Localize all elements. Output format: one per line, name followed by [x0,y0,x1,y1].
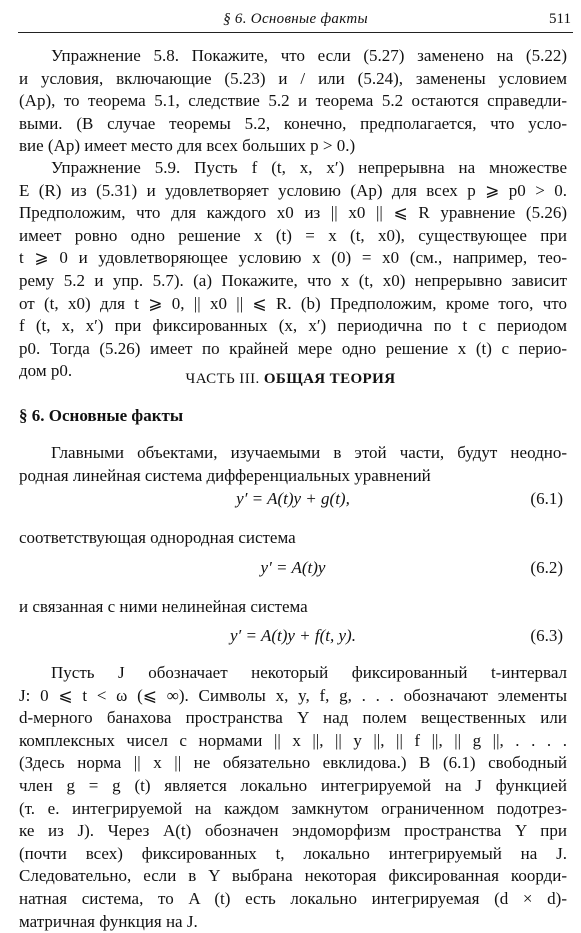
equation-6-1 [19,489,567,515]
text-line: соответствующая однородная система [19,528,296,547]
part-heading [0,371,581,388]
equation-expression: y′ = A(t)y + g(t), [236,489,350,508]
intro-paragraph [19,442,567,487]
part-heading-title: ОБЩАЯ ТЕОРИЯ [263,371,396,387]
text-line: Упражнение 5.8. Покажите, что если (5.27) заменено на (5.22) [51,46,567,65]
text-line: E (R) из (5.31) и удовлетворяет условию (Ap) для всех p ⩾ p0 > 0. [19,180,567,200]
equation-expression: y′ = A(t)y + f(t, y). [230,626,356,645]
text-line: Упражнение 5.9. Пусть f (t, x, x′) непрерывна на множестве [51,158,567,177]
text-line: и условия, включающие (5.23) и / или (5.24), заменены условием [19,68,567,88]
text-line: (Ap), то теорема 5.1, следствие 5.2 и теорема 5.2 остаются справедли- [19,91,567,111]
text-line: (почти всех) фиксированных t, локально интегрируемый на J. [19,843,567,863]
text-line: Пусть J обозначает некоторый фиксированный t-интервал [51,663,567,682]
text-line: Главными объектами, изучаемыми в этой части, будут неоднo- [51,443,567,462]
part-heading-prefix: ЧАСТЬ III. [185,371,260,387]
text-line: вие (Ap) имеет место для всех больших p > 0.) [19,136,356,156]
exercise-5-9 [19,157,567,383]
text-between-2 [19,596,567,619]
equation-number: (6.1) [530,489,563,508]
running-head-title: § 6. Основные факты [223,11,368,27]
text-line: член g = g (t) является локально интегрируемой на J функцией [19,775,567,795]
text-line: натная система, то A (t) есть локально интегрируемая (d × d)- [19,888,567,908]
text-line: p0. Тогда (5.26) имеет по крайней мере одно решение x (t) с перио- [19,338,567,358]
text-line: и связанная с ними нелинейная система [19,597,308,616]
text-line: f (t, x, x′) при фиксированных (x, x′) периодична по t с периодом [19,316,567,336]
page-number: 511 [549,11,571,27]
equation-expression: y′ = A(t)y [260,558,326,577]
text-line: выми. (В случае теоремы 5.2, конечно, предполагается, что усло- [19,113,567,133]
text-line: родная линейная система дифференциальных уравнений [19,465,431,485]
text-line: Предположим, что для каждого x0 из || x0 || ⩽ R уравнение (5.26) [19,203,567,223]
text-line: рему 5.2 и упр. 5.7). (a) Покажите, что x (t, x0) непрерывно зависит [19,270,567,290]
running-head [18,8,573,33]
text-line: имеет ровно одно решение x (t) = x (t, x0), существующее при [19,225,567,245]
final-paragraph [19,662,567,933]
equation-number: (6.3) [530,626,563,645]
text-line: ке из J). Через A(t) обозначен эндоморфизм пространства Y при [19,821,567,841]
text-line: комплексных чисел с нормами || x ||, || y ||, || f ||, || g ||, . . . . [19,730,567,750]
equation-6-2 [19,558,567,584]
exercise-5-8 [19,45,567,158]
equation-number: (6.2) [530,558,563,577]
text-between-1 [19,527,567,550]
text-line: d-мерного банахова пространства Y над полем вещественных или [19,708,567,728]
text-line: J: 0 ⩽ t < ω (⩽ ∞). Символы x, y, f, g, . . . обозначают элементы [19,685,567,705]
text-line: матричная функция на J. [19,911,198,931]
text-line: (т. е. интегрируемой на каждом замкнутом ограниченном подотрез- [19,798,567,818]
text-line: t ⩾ 0 и удовлетворяющее условию x (0) = x0 (см., например, тео- [19,248,567,268]
text-line: от (t, x0) для t ⩾ 0, || x0 || ⩽ R. (b) Предположим, кроме того, что [19,293,567,313]
section-heading: § 6. Основные факты [19,406,184,425]
text-line: Следовательно, если в Y выбрана некоторая фиксированная коорди- [19,866,567,886]
equation-6-3 [19,626,567,652]
text-line: (Здесь норма || x || не обязательно евклидова.) В (6.1) свободный [19,753,567,773]
text-line: дом p0. [19,361,73,381]
